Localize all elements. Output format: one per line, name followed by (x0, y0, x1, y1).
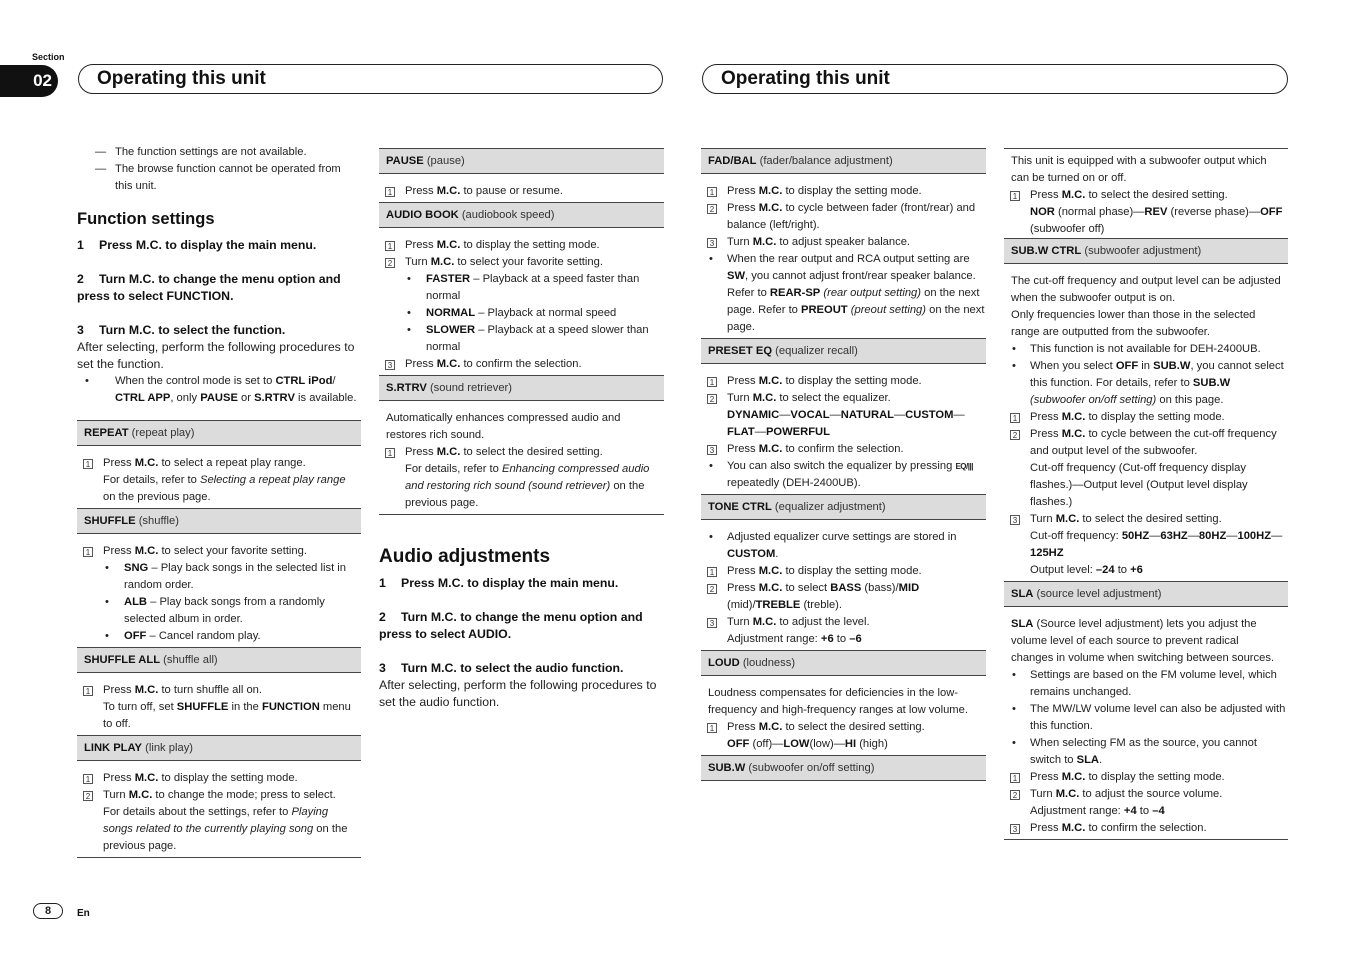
preseteq-bar: PRESET EQ (equalizer recall) (701, 339, 986, 364)
tonectrl-block (701, 495, 986, 651)
subwctrl-description: The cut-off frequency and output level can be adjusted when the subwoofer output is on. (1011, 275, 1281, 304)
list-item: 2 Turn M.C. to adjust the source volume. Adjustment range: +4 to –4 (1004, 786, 1288, 820)
list-item: 1 Press M.C. to display the setting mode. (1004, 769, 1288, 786)
step-1: 1 Press M.C. to display the main menu. (379, 576, 619, 590)
shuffle-all-block (77, 648, 361, 736)
srtrv-description: Automatically enhances compressed audio and restores rich sound. (386, 412, 621, 441)
audiobook-block (379, 203, 664, 376)
list-item: 1 Press M.C. to display the setting mode. (1004, 409, 1288, 426)
after-selecting-text: After selecting, perform the following procedures to set the audio function. (379, 678, 657, 709)
shuffle-all-bar: SHUFFLE ALL (shuffle all) (77, 648, 361, 673)
list-item: 3 Turn M.C. to adjust the level. Adjustment range: +6 to –6 (701, 614, 986, 648)
repeat-block (77, 420, 361, 509)
list-item: • NORMAL – Playback at normal speed (379, 305, 664, 322)
page-language: En (77, 908, 90, 919)
list-item: 3 Turn M.C. to select the desired setting. Cut-off frequency: 50HZ—63HZ—80HZ—100HZ—125HZ Output level: –24 to +6 (1004, 511, 1288, 579)
pause-block (379, 148, 664, 203)
list-item: 1 Press M.C. to select your favorite setting. (77, 543, 361, 560)
list-item: 3 Press M.C. to confirm the selection. (701, 441, 986, 458)
list-item: • FASTER – Playback at a speed faster than normal (379, 271, 664, 305)
page-number: 8 (33, 903, 63, 919)
subwctrl-description-2: Only frequencies lower than those in the selected range are outputted from the subwoofer. (1011, 309, 1256, 338)
list-item: 2 Press M.C. to cycle between fader (front/rear) and balance (left/right). (701, 200, 986, 234)
srtrv-bar: S.RTRV (sound retriever) (379, 376, 664, 401)
loud-block (701, 651, 986, 756)
srtrv-block (379, 376, 664, 515)
list-item: • Settings are based on the FM volume level, which remains unchanged. (1004, 667, 1288, 701)
list-item: 1 Press M.C. to select the desired setting. For details, refer to Enhancing compressed audio and restoring rich sound (sound retriever) on the previous page. (379, 444, 664, 512)
fadbal-block (701, 148, 986, 339)
preseteq-block (701, 339, 986, 495)
section-label: Section (32, 52, 65, 62)
audio-adjustments-heading: Audio adjustments (379, 546, 551, 567)
fadbal-bar: FAD/BAL (fader/balance adjustment) (701, 148, 986, 174)
shuffle-block (77, 509, 361, 648)
pause-bar: PAUSE (pause) (379, 148, 664, 174)
tonectrl-bar: TONE CTRL (equalizer adjustment) (701, 495, 986, 520)
subw-block (701, 756, 986, 781)
subw-description: This unit is equipped with a subwoofer output which can be turned on or off. (1011, 155, 1267, 184)
loud-description: Loudness compensates for deficiencies in the low-frequency and high-frequency ranges at low volume. (708, 687, 968, 716)
column-4 (1004, 148, 1288, 840)
list-item: 1 Press M.C. to select the desired setting. OFF (off)—LOW(low)—HI (high) (701, 719, 986, 753)
sla-description: SLA (Source level adjustment) lets you adjust the volume level of each source to prevent radical changes in volume when switching between sources. (1011, 618, 1275, 664)
column-2 (379, 144, 664, 711)
list-item: 2 Turn M.C. to change the mode; press to select. For details about the settings, refer to Playing songs related to the currently playing song on the previous page. (77, 787, 361, 855)
list-item: 2 Turn M.C. to select your favorite setting. (379, 254, 664, 271)
step-2: 2 Turn M.C. to change the menu option and press to select AUDIO. (379, 610, 643, 641)
list-item: 1 Press M.C. to display the setting mode. (701, 563, 986, 580)
list-item: • The MW/LW volume level can also be adjusted with this function. (1004, 701, 1288, 735)
list-item: 1 Press M.C. to display the setting mode. (701, 373, 986, 390)
list-item: 1 Press M.C. to turn shuffle all on. To turn off, set SHUFFLE in the FUNCTION menu to off. (77, 682, 361, 733)
sla-block (1004, 582, 1288, 840)
list-item: 1 Press M.C. to select the desired setting. NOR (normal phase)—REV (reverse phase)—OFF (subwoofer off) (1004, 187, 1288, 238)
ctrl-ipod-note: • When the control mode is set to CTRL iPod/ CTRL APP, only PAUSE or S.RTRV is available. (77, 373, 361, 407)
loud-bar: LOUD (loudness) (701, 651, 986, 676)
list-item: 1 Press M.C. to display the setting mode. (701, 183, 986, 200)
list-item: 3 Press M.C. to confirm the selection. (1004, 820, 1288, 837)
eq-button-icon: EQ/||| (955, 462, 973, 471)
subwctrl-bar: SUB.W CTRL (subwoofer adjustment) (1004, 239, 1288, 264)
page-title-left: Operating this unit (78, 64, 663, 94)
list-item: 1 Press M.C. to display the setting mode. (77, 770, 361, 787)
list-item: • SLOWER – Playback at a speed slower than normal (379, 322, 664, 356)
column-1 (77, 144, 361, 858)
link-play-block (77, 736, 361, 858)
subw-bar: SUB.W (subwoofer on/off setting) (701, 756, 986, 780)
list-item: • When you select OFF in SUB.W, you cannot select this function. For details, refer to SUB.W (subwoofer on/off setting) on this page. (1004, 358, 1288, 409)
list-item: • SNG – Play back songs in the selected list in random order. (77, 560, 361, 594)
list-item: • Adjusted equalizer curve settings are stored in CUSTOM. (701, 529, 986, 563)
list-item: 2 Press M.C. to select BASS (bass)/MID (mid)/TREBLE (treble). (701, 580, 986, 614)
subwctrl-block (1004, 239, 1288, 582)
list-item: 3 Press M.C. to confirm the selection. (379, 356, 664, 373)
function-settings-heading: Function settings (77, 210, 215, 228)
step-3: 3 Turn M.C. to select the function. (77, 323, 286, 337)
list-item: • ALB – Play back songs from a randomly selected album in order. (77, 594, 361, 628)
section-number-badge: 02 (0, 65, 58, 97)
step-1: 1 Press M.C. to display the main menu. (77, 238, 317, 252)
note-item: — The browse function cannot be operated from this unit. (77, 161, 361, 195)
subw-continued-block (1004, 149, 1288, 239)
list-item: 1 Press M.C. to pause or resume. (379, 183, 664, 200)
list-item: • This function is not available for DEH-2400UB. (1004, 341, 1288, 358)
list-item: 1 Press M.C. to display the setting mode. (379, 237, 664, 254)
link-play-bar: LINK PLAY (link play) (77, 736, 361, 761)
repeat-bar: REPEAT (repeat play) (77, 420, 361, 446)
step-2: 2 Turn M.C. to change the menu option and press to select FUNCTION. (77, 272, 341, 303)
list-item: • OFF – Cancel random play. (77, 628, 361, 645)
after-selecting-text: After selecting, perform the following procedures to set the function. (77, 340, 355, 371)
sla-bar: SLA (source level adjustment) (1004, 582, 1288, 607)
shuffle-bar: SHUFFLE (shuffle) (77, 509, 361, 534)
list-item: • When the rear output and RCA output setting are SW, you cannot adjust front/rear speaker balance. Refer to REAR-SP (rear output setting) on the next page. Refer to PREOUT (preout setting) on the next page. (701, 251, 986, 336)
list-item: 2 Turn M.C. to select the equalizer. DYNAMIC—VOCAL—NATURAL—CUSTOM—FLAT—POWERFUL (701, 390, 986, 441)
column-3 (701, 144, 986, 781)
list-item: • When selecting FM as the source, you cannot switch to SLA. (1004, 735, 1288, 769)
list-item: 3 Turn M.C. to adjust speaker balance. (701, 234, 986, 251)
step-3: 3 Turn M.C. to select the audio function. (379, 661, 624, 675)
page-title-right: Operating this unit (702, 64, 1288, 94)
audiobook-bar: AUDIO BOOK (audiobook speed) (379, 203, 664, 228)
note-item: — The function settings are not available. (77, 144, 361, 161)
list-item: 1 Press M.C. to select a repeat play range. For details, refer to Selecting a repeat play range on the previous page. (77, 455, 361, 506)
list-item: • You can also switch the equalizer by pressing EQ/||| repeatedly (DEH-2400UB). (701, 458, 986, 492)
list-item: 2 Press M.C. to cycle between the cut-off frequency and output level of the subwoofer. Cut-off frequency (Cut-off frequency display flashes.)—Output level (Output level display flashes.) (1004, 426, 1288, 511)
